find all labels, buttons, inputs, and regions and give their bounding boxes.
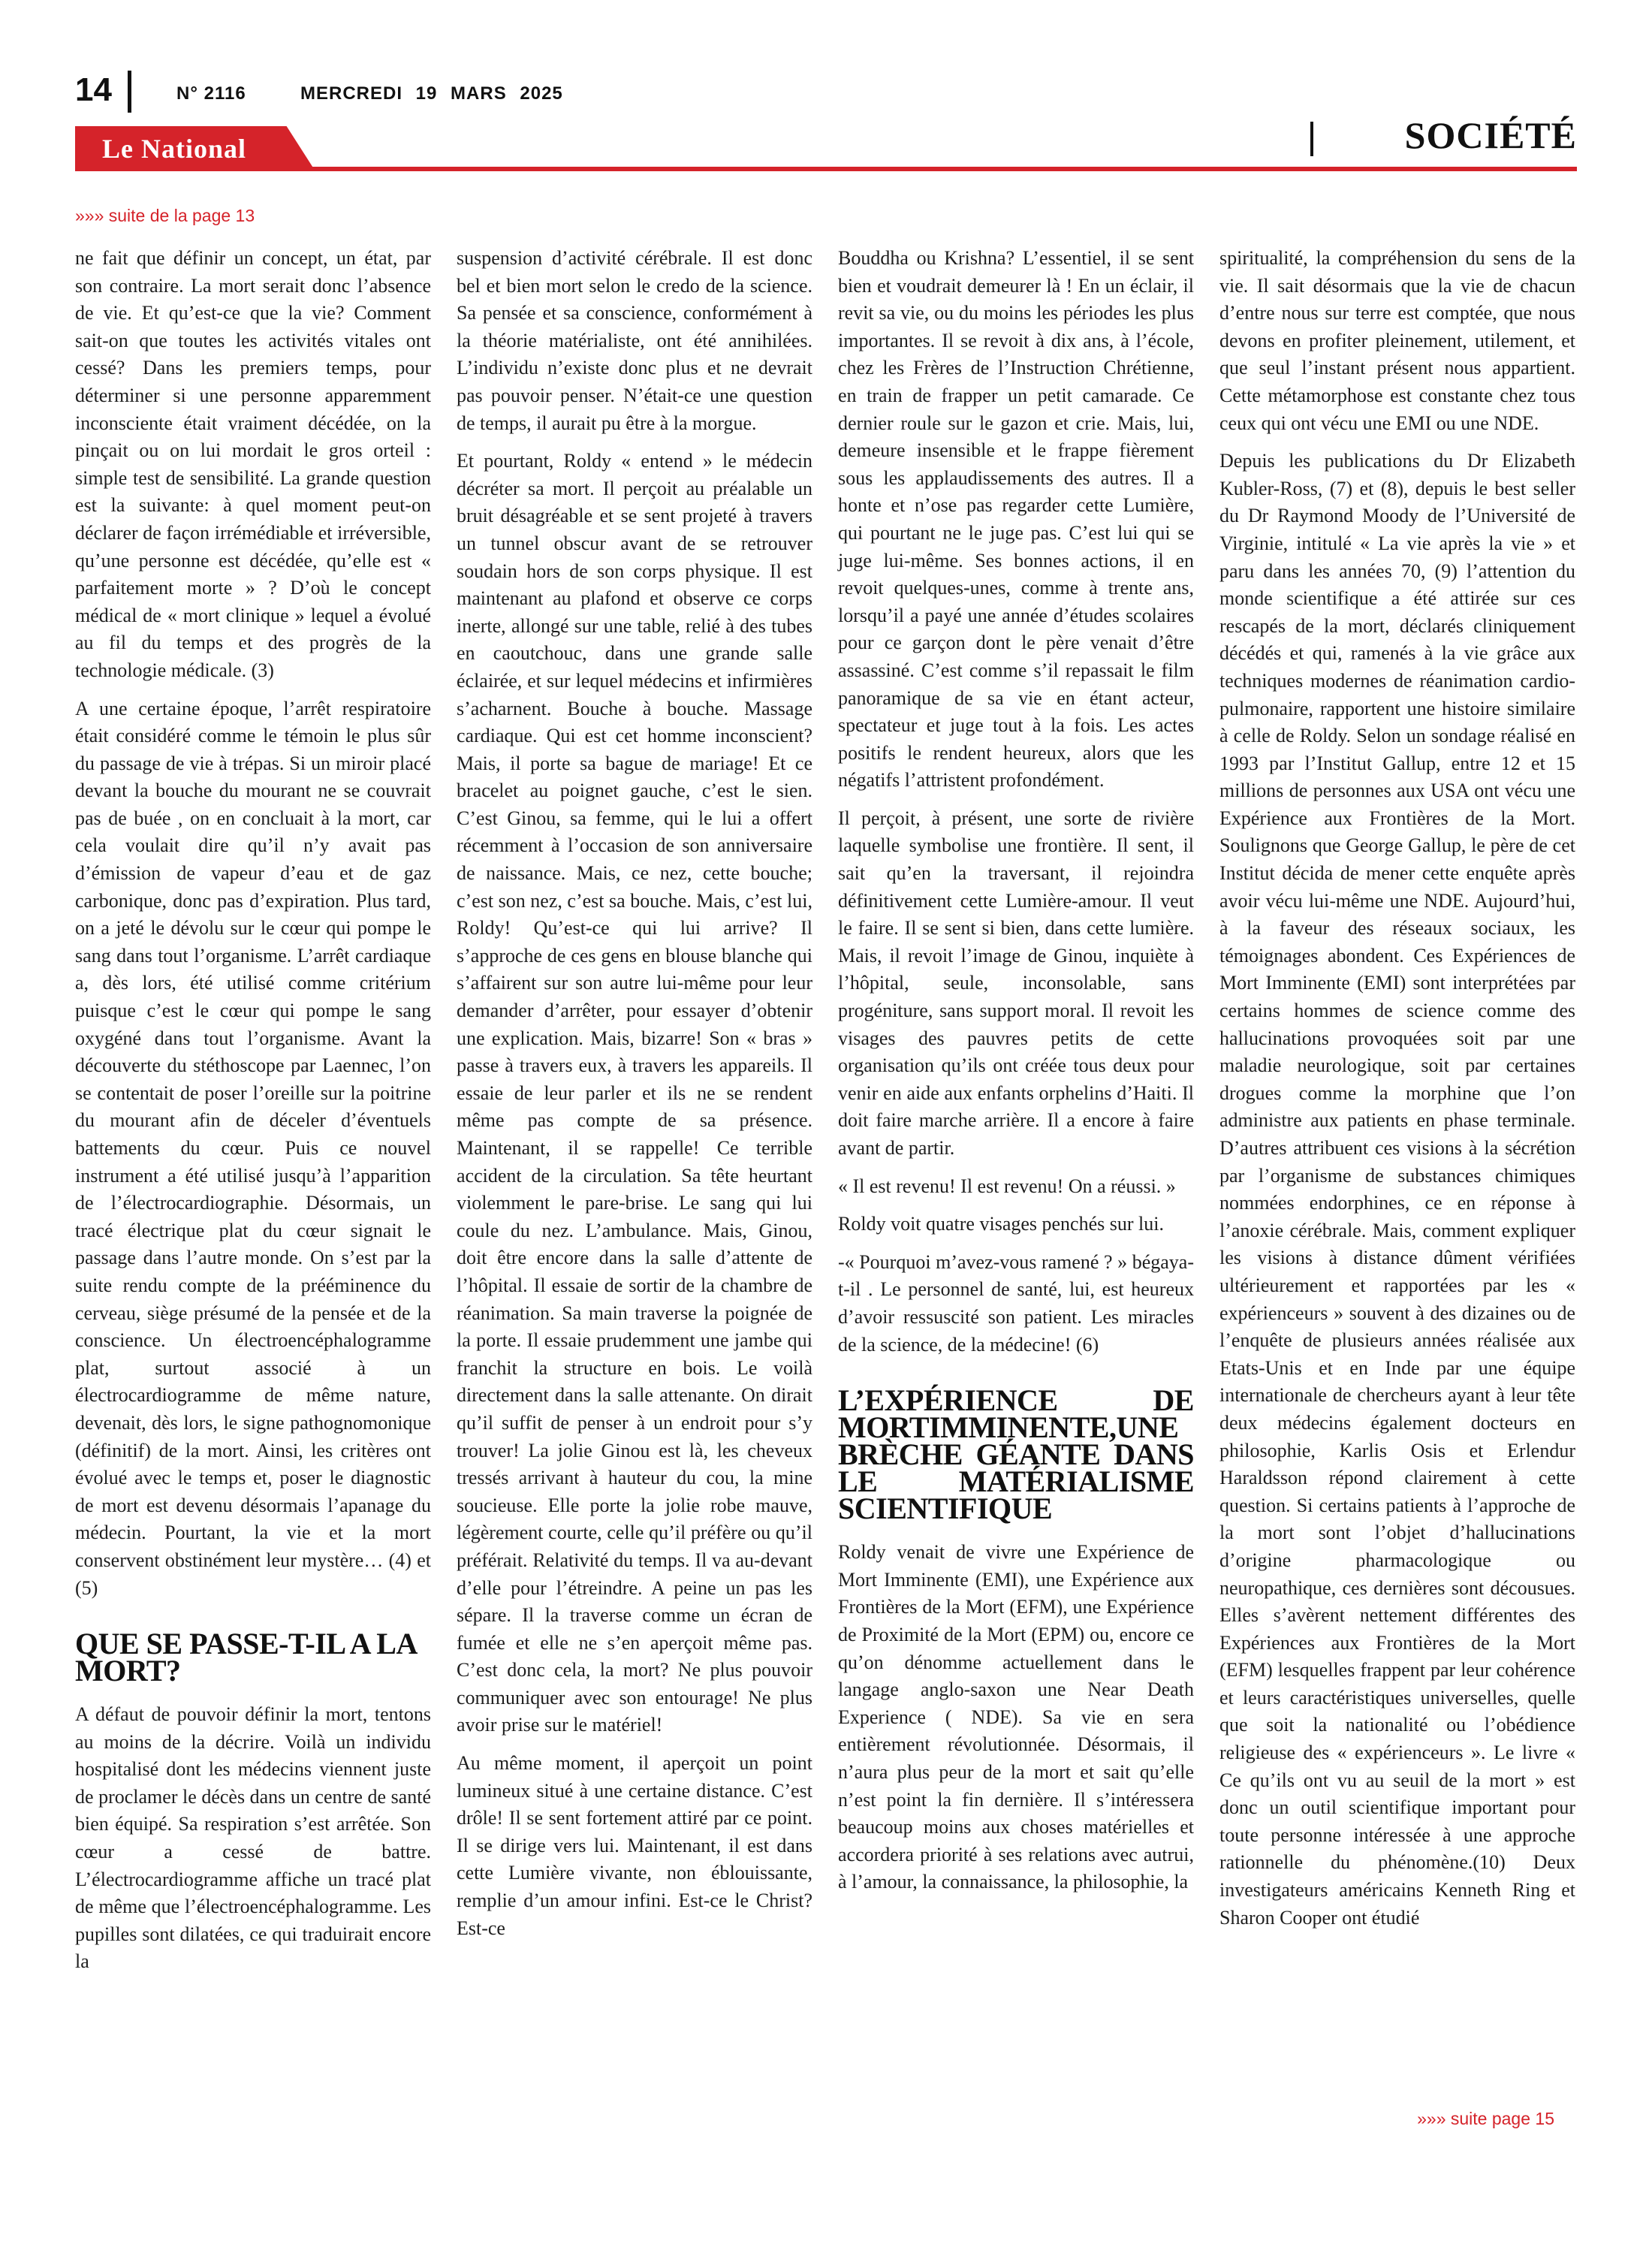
paragraph: Depuis les publications du Dr Elizabeth Kubler-Ross, (7) et (8), depuis le best seller du Dr Raymond Moody de l’Université de Virginie, intitulé « La vie après la vie » et paru dans les années 70, (9) l’attention du monde scientifique a été attirée sur ces rescapés de la mort, déclarés cliniquement décédés et qui, ramenés à la vie grâce aux techniques modernes de réanimation cardio-pulmonaire, rapportent une histoire similaire à celle de Roldy. Selon un sondage réalisé en 1993 par l’Institut Gallup, entre 12 et 15 millions de personnes aux USA ont vécu une Expérience aux Frontières de la Mort. Soulignons que George Gallup, le père de cet Institut décida de mener cette enquête après avoir vécu lui-même une NDE. Aujourd’hui, à la faveur des réseaux sociaux, les témoignages abondent. Ces Expériences de Mort Imminente (EMI) sont interprétées par certains hommes de science comme des hallucinations provoquées soit par une maladie neurologique, soit par certaines drogues comme la morphine que l’on administre aux patients en phase terminale. D’autres attribuent ces visions à la sécrétion par l’organisme de substances chimiques nommées endorphines, ce en réponse à l’anoxie cérébrale. Mais, comment expliquer les visions à distance dûment vérifiées ultérieurement et rapportées par les « expérienceurs » souvent à des dizaines ou de l’enquête de plusieurs années réalisée aux Etats-Unis et en Inde par une équipe internationale de chercheurs ayant à leur tête deux médecins également docteurs en philosophie, Karlis Osis et Erlendur Haraldsson répond clairement à cette question. Si certains patients à l’approche de la mort sont l’objet d’hallucinations d’origine pharmacologique ou neuropathique, ces dernières sont décousues. Elles s’avèrent nettement différentes des Expériences aux Frontières de la Mort (EFM) lesquelles frappent par leur cohérence et leurs caractéristiques universelles, quelle que soit la nationalité ou l’obédience religieuse des « expérienceurs ». Le livre « Ce qu’ils ont vu au seuil de la mort » est donc un outil scientifique important pour toute personne intéressée à une approche rationnelle du phénomène.(10) Deux investigateurs américains Kenneth Ring et Sharon Cooper ont étudié <box>1219 450 1575 1929</box>
article-column-2 <box>457 245 812 1953</box>
paragraph: Et pourtant, Roldy « entend » le médecin décréter sa mort. Il perçoit au préalable un bruit désagréable et se sent projeté à travers un tunnel obscur avant de se retrouver soudain hors de son corps physique. Il est maintenant au plafond et observe ce corps inerte, allongé sur une table, relié à des tubes en caoutchouc, dans une grande salle éclairée, et sur lequel médecins et infirmières s’acharnent. Bouche à bouche. Massage cardiaque. Qui est cet homme inconscient? Mais, il porte sa bague de mariage! Et ce bracelet au poignet gauche, c’est le sien. C’est Ginou, sa femme, qui le lui a offert récemment à l’occasion de son anniversaire de naissance. Mais, ce nez, cette bouche; c’est son nez, c’est sa bouche. Mais, c’est lui, Roldy! Qu’est-ce qui lui arrive? Il s’approche de ces gens en blouse blanche qui s’affairent sur son autre lui-même pour leur demander d’arrêter, pour essayer d’obtenir une explication. Mais, bizarre! Son « bras » passe à travers eux, à travers les appareils. Il essaie de leur parler et ils ne se rendent même pas compte de sa présence. Maintenant, il se rappelle! Ce terrible accident de la circulation. Sa tête heurtant violemment le pare-brise. Le sang qui lui coule du nez. L’ambulance. Mais, Ginou, doit être encore dans la salle d’attente de l’hôpital. Il essaie de sortir de la chambre de réanimation. Sa main traverse la poignée de la porte. Il essaie prudemment une jambe qui franchit la structure en bois. Le voilà directement dans la salle attenante. On dirait qu’il suffit de penser à un endroit pour s’y trouver! La jolie Ginou est là, les cheveux tressés arrivant à hauteur du cou, la mine soucieuse. Elle porte la jolie robe mauve, légèrement courte, celle qu’il préfère ou qu’il préférait. Relativité du temps. Il va au-devant d’elle pour l’étreindre. A peine un pas les sépare. Il la traverse comme un écran de fumée et elle ne s’en aperçoit même pas. C’est donc cela, la mort? Ne plus pouvoir communiquer avec son entourage! Ne plus avoir prise sur le matériel! <box>457 450 812 1736</box>
paragraph: A une certaine époque, l’arrêt respiratoire était considéré comme le témoin le plus sûr du passage de vie à trépas. Si un miroir placé devant la bouche du mourant ne se couvrait pas de buée , on en concluait à la mort, car cela voulait dire qu’il n’y avait pas d’émission de vapeur d’eau et de gaz carbonique, donc pas d’expiration. Plus tard, on a jeté le dévolu sur le cœur qui pompe le sang dans tout l’organisme. L’arrêt cardiaque a, dès lors, été utilisé comme critérium puisque c’est le cœur qui pompe le sang oxygéné dans tout l’organisme. Avant la découverte du stéthoscope par Laennec, l’on se contentait de poser l’oreille sur la poitrine du mourant afin de déceler d’éventuels battements du cœur. Puis ce nouvel instrument a été utilisé jusqu’à l’apparition de l’électrocardiographie. Désormais, un tracé électrique plat du cœur signait le passage dans l’autre monde. On s’est par la suite rendu compte de la prééminence du cerveau, siège présumé de la pensée et de la conscience. Un électroencéphalogramme plat, surtout associé à un électrocardiogramme de même nature, devenait, dès lors, le signe pathognomonique (définitif) de la mort. Ainsi, les critères ont évolué avec le temps et, poser le diagnostic de mort est devenu désormais l’apanage du médecin. Pourtant, la vie et la mort conservent obstinément leur mystère… (4) et (5) <box>75 697 431 1599</box>
paragraph: ne fait que définir un concept, un état, par son contraire. La mort serait donc l’absence de vie. Et qu’est-ce que la vie? Comment sait-on que toutes les activités vitales ont cessé? Dans les premiers temps, pour déterminer si une personne apparemment inconsciente était vraiment décédée, on la pinçait ou on lui mordait le gros orteil : simple test de sensibilité. La grande question est la suivante: à quel moment peut-on déclarer de façon irrémédiable et irréversible, qu’une personne est décédée, qu’elle est « parfaitement morte » ? D’où le concept médical de « mort clinique » lequel a évolué au fil du temps et des progrès de la technologie médicale. (3) <box>75 247 431 681</box>
paragraph: « Il est revenu! Il est revenu! On a réussi. » <box>838 1175 1176 1197</box>
continued-to-link[interactable]: »»» suite page 15 <box>1417 2109 1554 2128</box>
header-divider <box>128 71 131 113</box>
paragraph: Roldy venait de vivre une Expérience de Mort Imminente (EMI), une Expérience aux Frontières de la Mort (EFM), une Expérience de Proximité de la Mort (EPM) ou, encore ce qu’on dénomme actuellement dans le langage anglo-saxon une Near Death Experience ( NDE). Sa vie en sera entièrement révolutionnée. Désormais, il n’aura plus peur de la mort et sait qu’elle n’est point la fin dernière. Il s’intéressera beaucoup moins aux choses matérielles et accordera priorité à ses relations avec autrui, à l’amour, la connaissance, la philosophie, la <box>838 1541 1194 1893</box>
paragraph: A défaut de pouvoir définir la mort, tentons au moins de la décrire. Voilà un individu hospitalisé dont les médecins viennent juste de proclamer le décès dans un centre de santé bien équipé. Sa respiration s’est arrêtée. Son cœur a cessé de battre. L’électrocardiogramme affiche un tracé plat de même que l’électroencéphalogramme. Les pupilles sont dilatées, ce qui traduirait encore la <box>75 1703 431 1973</box>
header-red-rule <box>75 167 1577 171</box>
section-heading: L’EXPÉRIENCE DE MORTIMMINENTE,UNE BRÈCHE GÉANTE DANS LE MATÉRIALISME SCIENTIFIQUE <box>838 1383 1194 1526</box>
paragraph: suspension d’activité cérébrale. Il est donc bel et bien mort selon le credo de la science. Sa pensée et sa conscience, conformément à la théorie matérialiste, ont été annihilées. L’individu n’existe donc plus et ne devrait pas pouvoir penser. N’était-ce une question de temps, il aurait pu être à la morgue. <box>457 247 812 434</box>
paragraph: Roldy voit quatre visages penchés sur lui. <box>838 1213 1164 1235</box>
section-divider <box>1310 122 1313 156</box>
article-column-4 <box>1219 245 1575 1942</box>
issue-number: N° 2116 <box>176 83 246 104</box>
paragraph: spiritualité, la compréhension du sens de la vie. Il sait désormais que la vie de chacun d’entre nous sur terre est comptée, que nous devons en profiter pleinement, utilement, et que seul l’instant présent nous appartient. Cette métamorphose est constante chez tous ceux qui ont vécu une EMI ou une NDE. <box>1219 247 1575 434</box>
continued-from-link[interactable]: »»» suite de la page 13 <box>75 206 255 225</box>
article-column-3 <box>838 245 1194 1907</box>
paragraph: -« Pourquoi m’avez-vous ramené ? » bégaya-t-il . Le personnel de santé, lui, est heureux d’avoir ressuscité son patient. Les miracles de la science, de la médecine! (6) <box>838 1250 1194 1356</box>
page-number: 14 <box>75 71 112 108</box>
paragraph: Il perçoit, à présent, une sorte de rivière laquelle symbolise une frontière. Il sent, il sait qu’en la traversant, il rejoindra définitivement cette Lumière-amour. Il veut le faire. Il se sent si bien, dans cette lumière. Mais, il revoit l’image de Ginou, inquiète à l’hôpital, seule, inconsolable, sans progéniture, sans support moral. Il revoit les visages des pauvres petits de cette organisation qu’ils ont créée tous deux pour venir en aide aux enfants orphelins d’Haiti. Il doit faire marche arrière. Il a encore à faire avant de partir. <box>838 807 1194 1159</box>
section-title: SOCIÉTÉ <box>1404 114 1577 156</box>
issue-date: MERCREDI 19 MARS 2025 <box>300 83 563 104</box>
article-column-1 <box>75 245 431 1986</box>
section-heading: QUE SE PASSE-T-IL A LA MORT? <box>75 1627 416 1688</box>
paragraph: Bouddha ou Krishna? L’essentiel, il se sent bien et voudrait demeurer là ! En un éclair, il revit sa vie, ou du moins les périodes les plus importantes. Il se revoit à dix ans, à l’école, chez les Frères de l’Instruction Chrétienne, en train de frapper un petit camarade. Ce dernier roule sur le gazon et crie. Mais, lui, demeure insensible et le frappe fièrement sous les applaudissements des autres. Il a honte et n’ose pas regarder cette Lumière, qui pourtant ne le juge pas. C’est lui qui se juge lui-même. Ses bonnes actions, il en revoit quelques-unes, comme à trente ans, lorsqu’il a payé une année d’études scolaires pour ce garçon dont le père venait d’être assassiné. C’est comme s’il repassait le film panoramique de sa vie en étant acteur, spectateur et juge tout à la fois. Les actes positifs le rendent heureux, alors que les négatifs l’attristent profondément. <box>838 247 1194 792</box>
brand-name: Le National <box>102 134 247 164</box>
paragraph: Au même moment, il aperçoit un point lumineux situé à une certaine distance. C’est drôle! Il se sent fortement attiré par ce point. Il se dirige vers lui. Maintenant, il est dans cette Lumière vivante, non éblouissante, remplie d’un amour infini. Est-ce le Christ? Est-ce <box>457 1752 812 1939</box>
